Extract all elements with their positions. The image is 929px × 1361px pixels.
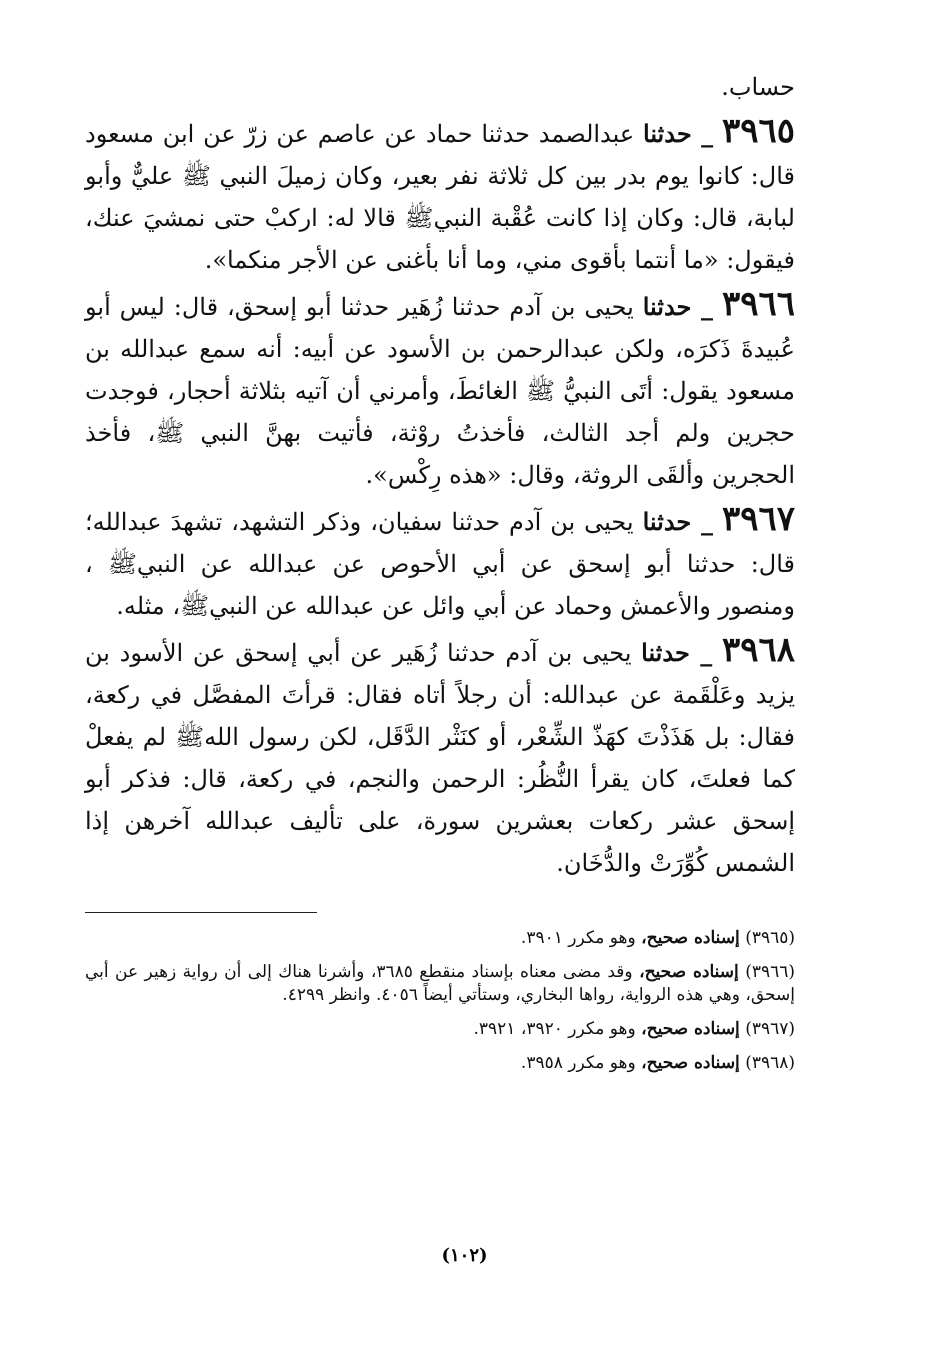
footnote-ref: (٣٩٦٦) [745,962,796,982]
footnote-grade: إسناده صحيح، [639,962,739,982]
hadith-paragraph: ٣٩٦٥ _ حدثنا عبدالصمد حدثنا حماد عن عاصم عن زرّ عن ابن مسعود قال: كانوا يوم بدر بين كل ثلاثة نفر بعير، وكان زميلَ النبي ﷺ عليٌّ وأبو لبابة، قال: وكان إذا كانت عُقْبة النبيﷺ قالا له: اركبْ حتى نمشيَ عنك، فيقول: «ما أنتما بأقوى مني، وما أنا بأغنى عن الأجر منكما». [85,111,795,274]
footnote-text: وقد مضى معناه بإسناد منقطع ٣٦٨٥، وأشرنا هناك إلى أن رواية زهير عن أبي إسحق، وهي هذه الرواية، رواها البخاري، وستأتي أيضاً ٤٠٥٦. وانظر ٤٢٩٩. [85,962,795,1005]
footnote-separator [85,912,317,913]
footnote [85,1018,795,1041]
hadith-number: ٣٩٦٧ [721,499,795,539]
hadith-text: عبدالصمد حدثنا حماد عن عاصم عن زرّ عن ابن مسعود قال: كانوا يوم بدر بين كل ثلاثة نفر بعير، وكان زميلَ النبي ﷺ عليٌّ وأبو لبابة، قال: وكان إذا كانت عُقْبة النبيﷺ قالا له: اركبْ حتى نمشيَ عنك، فيقول: «ما أنتما بأقوى مني، وما أنا بأغنى عن الأجر منكما». [85,120,795,274]
hadith-number: ٣٩٦٥ [721,111,795,151]
footnote-ref: (٣٩٦٨) [745,1053,795,1073]
hadith-text: يحيى بن آدم حدثنا زُهَير حدثنا أبو إسحق، قال: ليس أبو عُبيدةَ ذَكرَه، ولكن عبدالرحمن بن الأسود عن أبيه: أنه سمع عبدالله بن مسعود يقول: أتَى النبيُّ ﷺ الغائطَ، وأمرني أن آتيه بثلاثة أحجار، فوجدت حجرين ولم أجد الثالث، فأخذتُ روْثة، فأتيت بهنَّ النبي ﷺ، فأخذ الحجرين وألقَى الروثة، وقال: «هذه رِكْس». [85,293,795,489]
hadith-lead: حدثنا [642,507,692,536]
footnote [85,927,795,950]
hadith-paragraph: ٣٩٦٧ _ حدثنا يحيى بن آدم حدثنا سفيان، وذكر التشهد، تشهدَ عبدالله؛ قال: حدثنا أبو إسحق عن أبي الأحوص عن عبدالله عن النبيﷺ ، ومنصور والأعمش وحماد عن أبي وائل عن عبدالله عن النبيﷺ، مثله. [85,499,795,620]
footnote-grade: إسناده صحيح، [641,1019,740,1039]
page-body [85,70,795,1086]
footnote-grade: إسناده صحيح، [641,1053,740,1073]
footnote-ref: (٣٩٦٧) [745,1019,795,1039]
footnote [85,961,795,1007]
continuation-line: حساب. [721,73,795,101]
hadith-lead: حدثنا [642,292,692,321]
footnote [85,1052,795,1075]
page-number: (١٠٢) [441,1245,488,1266]
footnote-grade: إسناده صحيح، [641,928,740,948]
hadith-text: يحيى بن آدم حدثنا سفيان، وذكر التشهد، تشهدَ عبدالله؛ قال: حدثنا أبو إسحق عن أبي الأحوص عن عبدالله عن النبيﷺ ، ومنصور والأعمش وحماد عن أبي وائل عن عبدالله عن النبيﷺ، مثله. [85,508,795,620]
hadith-lead: حدثنا [643,119,692,148]
footnote-text: وهو مكرر ٣٩٠١. [520,928,636,948]
hadith-text: يحيى بن آدم حدثنا زُهَير عن أبي إسحق عن الأسود بن يزيد وعَلْقَمة عن عبدالله: أن رجلاً أتاه فقال: قرأتَ المفصَّل في ركعة، فقال: بل هَذَذْتَ كهَذّ الشِّعْر، أو كنَثْر الدَّقَل، لكن رسول اللهﷺ لم يفعلْ كما فعلتَ، كان يقرأ النُّظُر: الرحمن والنجم، في ركعة، قال: فذكر أبو إسحق عشر ركعات بعشرين سورة، على تأليف عبدالله آخرهن إذا الشمس كُوِّرَتْ والدُّخَان. [85,639,795,877]
footnote-text: وهو مكرر ٣٩٢٠، ٣٩٢١. [473,1019,636,1039]
footnote-text: وهو مكرر ٣٩٥٨. [520,1053,636,1073]
hadith-paragraph: ٣٩٦٨ _ حدثنا يحيى بن آدم حدثنا زُهَير عن أبي إسحق عن الأسود بن يزيد وعَلْقَمة عن عبدالله: أن رجلاً أتاه فقال: قرأتَ المفصَّل في ركعة، فقال: بل هَذَذْتَ كهَذّ الشِّعْر، أو كنَثْر الدَّقَل، لكن رسول اللهﷺ لم يفعلْ كما فعلتَ، كان يقرأ النُّظُر: الرحمن والنجم، في ركعة، قال: فذكر أبو إسحق عشر ركعات بعشرين سورة، على تأليف عبدالله آخرهن إذا الشمس كُوِّرَتْ والدُّخَان. [85,630,795,877]
footnotes [85,927,795,1075]
hadith-lead: حدثنا [641,638,690,667]
footnote-ref: (٣٩٦٥) [745,928,795,948]
hadith-number: ٣٩٦٨ [721,630,795,670]
hadith-number: ٣٩٦٦ [721,284,796,324]
hadith-paragraph: ٣٩٦٦ _ حدثنا يحيى بن آدم حدثنا زُهَير حدثنا أبو إسحق، قال: ليس أبو عُبيدةَ ذَكرَه، ولكن عبدالرحمن بن الأسود عن أبيه: أنه سمع عبدالله بن مسعود يقول: أتَى النبيُّ ﷺ الغائطَ، وأمرني أن آتيه بثلاثة أحجار، فوجدت حجرين ولم أجد الثالث، فأخذتُ روْثة، فأتيت بهنَّ النبي ﷺ، فأخذ الحجرين وألقَى الروثة، وقال: «هذه رِكْس». [85,284,796,489]
